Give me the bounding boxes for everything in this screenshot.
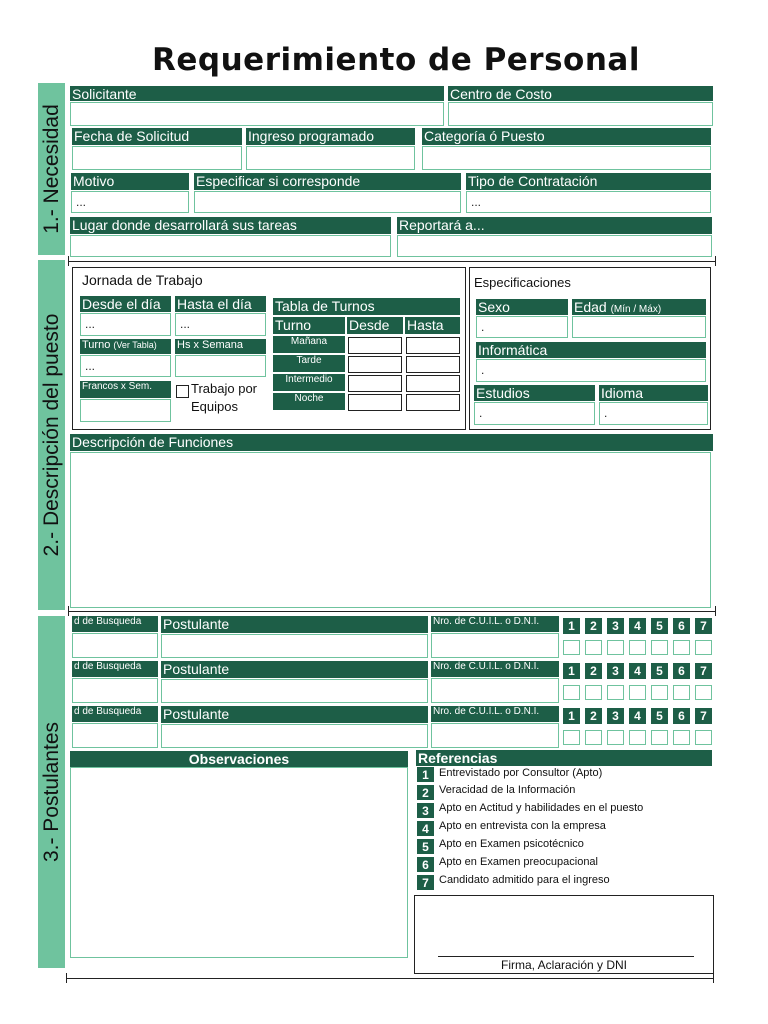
fecha-solicitud-header: Fecha de Solicitud [72, 128, 242, 145]
busqueda-field[interactable] [72, 678, 158, 703]
hs-semana-field[interactable] [175, 355, 266, 377]
funciones-header: Descripción de Funciones [70, 434, 713, 451]
edad-label: Edad [574, 299, 607, 315]
idioma-field[interactable]: . [599, 402, 708, 425]
turno-header [80, 339, 171, 354]
francos-header: Francos x Sem. [80, 381, 171, 398]
ref-number: 4 [629, 708, 646, 724]
especificar-field[interactable] [194, 191, 461, 213]
centro-costo-field[interactable] [448, 102, 713, 126]
motivo-header: Motivo [71, 173, 189, 190]
ref-checkbox[interactable] [563, 685, 580, 700]
ref-checkbox[interactable] [695, 685, 712, 700]
ref-checkbox[interactable] [607, 730, 624, 745]
ref-number: 6 [673, 708, 690, 724]
jornada-title: Jornada de Trabajo [82, 272, 203, 288]
informatica-field[interactable]: . [476, 359, 706, 382]
divider-tick [68, 606, 69, 616]
cuil-header: Nro. de C.U.I.L. o D.N.I. [431, 706, 559, 722]
ref-checkbox[interactable] [629, 730, 646, 745]
divider-tick [68, 256, 69, 266]
reference-item: Apto en Actitud y habilidades en el puesto [439, 802, 644, 814]
firma-line [438, 956, 694, 957]
divider-tick [715, 606, 716, 616]
ref-checkbox[interactable] [629, 640, 646, 655]
postulante-header: Postulante [161, 706, 428, 723]
turno-row-label: Mañana [273, 336, 345, 353]
francos-field[interactable] [80, 399, 171, 422]
lugar-field[interactable] [70, 235, 391, 257]
section-descripcion-label: 2.- Descripción del puesto [39, 313, 63, 557]
cuil-header: Nro. de C.U.I.L. o D.N.I. [431, 661, 559, 677]
reference-number: 6 [417, 857, 434, 872]
section-descripcion-tab [38, 260, 65, 610]
section-postulantes-label: 3.- Postulantes [39, 721, 63, 863]
cuil-field[interactable] [431, 723, 559, 748]
postulante-header: Postulante [161, 661, 428, 678]
reference-item: Entrevistado por Consultor (Apto) [439, 767, 603, 779]
solicitante-field[interactable] [70, 102, 444, 126]
divider-tick [66, 973, 67, 983]
estudios-field[interactable]: . [474, 402, 595, 425]
busqueda-field[interactable] [72, 723, 158, 748]
page-title: Requerimiento de Personal [152, 42, 640, 78]
tabla-turnos-header: Tabla de Turnos [273, 298, 460, 315]
tabla-col-turno: Turno [273, 317, 345, 334]
ref-number: 4 [629, 618, 646, 634]
reference-number: 3 [417, 803, 434, 818]
solicitante-header: Solicitante [70, 86, 444, 101]
postulante-field[interactable] [161, 724, 428, 748]
ref-checkbox[interactable] [673, 640, 690, 655]
ref-number: 2 [585, 663, 602, 679]
estudios-header: Estudios [474, 385, 595, 401]
ref-checkbox[interactable] [673, 730, 690, 745]
section-divider [66, 978, 714, 979]
motivo-field[interactable]: ... [71, 191, 189, 213]
turno-note: (Ver Tabla) [113, 340, 157, 350]
ref-number: 2 [585, 618, 602, 634]
busqueda-header: d de Busqueda [72, 616, 158, 632]
ref-checkbox[interactable] [563, 730, 580, 745]
hasta-dia-field[interactable]: ... [175, 313, 266, 336]
turno-row-label: Noche [273, 393, 345, 410]
busqueda-header: d de Busqueda [72, 661, 158, 677]
tabla-col-hasta: Hasta [405, 317, 460, 334]
ref-number: 1 [563, 663, 580, 679]
reference-number: 7 [417, 875, 434, 890]
turno-label: Turno [82, 339, 111, 351]
turno-hasta-cell[interactable] [406, 356, 460, 373]
edad-field[interactable] [572, 316, 706, 338]
fecha-solicitud-field[interactable] [72, 146, 242, 170]
hasta-dia-header: Hasta el día [175, 296, 266, 312]
ingreso-programado-header: Ingreso programado [246, 128, 415, 145]
observaciones-field[interactable] [70, 767, 408, 958]
section-divider [68, 261, 716, 262]
observaciones-header: Observaciones [70, 751, 408, 767]
categoria-puesto-header: Categoría ó Puesto [422, 128, 711, 145]
turno-hasta-cell[interactable] [406, 375, 460, 392]
lugar-header: Lugar donde desarrollará sus tareas [70, 217, 391, 234]
ref-number: 5 [651, 663, 668, 679]
postulante-header: Postulante [161, 616, 428, 633]
cuil-field[interactable] [431, 678, 559, 703]
turno-hasta-cell[interactable] [406, 337, 460, 354]
desde-dia-header: Desde el día [80, 296, 171, 312]
trabajo-equipos-checkbox[interactable] [176, 385, 189, 398]
ref-number: 6 [673, 618, 690, 634]
ref-checkbox[interactable] [607, 640, 624, 655]
turno-desde-cell[interactable] [348, 337, 402, 354]
trabajo-equipos-label-2: Equipos [191, 399, 238, 414]
ref-number: 3 [607, 708, 624, 724]
ref-number: 5 [651, 708, 668, 724]
reportara-header: Reportará a... [397, 217, 712, 234]
turno-field[interactable]: ... [80, 355, 171, 377]
reference-item: Apto en Examen preocupacional [439, 856, 598, 868]
reference-item: Apto en entrevista con la empresa [439, 820, 606, 832]
section-divider [68, 611, 716, 612]
sexo-header: Sexo [476, 299, 568, 315]
ref-number: 3 [607, 663, 624, 679]
firma-label: Firma, Aclaración y DNI [500, 958, 628, 972]
turno-hasta-cell[interactable] [406, 394, 460, 411]
divider-tick [715, 256, 716, 266]
edad-note: (Mín / Máx) [610, 304, 662, 315]
categoria-puesto-field[interactable] [422, 146, 711, 170]
ref-number: 6 [673, 663, 690, 679]
ref-checkbox[interactable] [563, 640, 580, 655]
ref-checkbox[interactable] [629, 685, 646, 700]
tipo-contratacion-field[interactable]: ... [466, 191, 711, 213]
tipo-contratacion-header: Tipo de Contratación [466, 173, 711, 190]
sexo-field[interactable]: . [476, 316, 568, 338]
ref-checkbox[interactable] [651, 730, 668, 745]
ref-checkbox[interactable] [651, 640, 668, 655]
section-postulantes-tab [38, 616, 65, 968]
ref-number: 1 [563, 708, 580, 724]
section-necesidad-label: 1.- Necesidad [39, 104, 63, 234]
reference-item: Veracidad de la Información [439, 784, 576, 796]
ref-number: 7 [695, 663, 712, 679]
ref-number: 5 [651, 618, 668, 634]
ref-checkbox[interactable] [651, 685, 668, 700]
cuil-field[interactable] [431, 633, 559, 658]
busqueda-header: d de Busqueda [72, 706, 158, 722]
reference-item: Apto en Examen psicotécnico [439, 838, 584, 850]
ref-number: 2 [585, 708, 602, 724]
ref-checkbox[interactable] [585, 640, 602, 655]
turno-desde-cell[interactable] [348, 394, 402, 411]
reference-number: 5 [417, 839, 434, 854]
reference-number: 4 [417, 821, 434, 836]
ref-checkbox[interactable] [695, 730, 712, 745]
ref-checkbox[interactable] [585, 730, 602, 745]
ref-number: 4 [629, 663, 646, 679]
informatica-header: Informática [476, 342, 706, 358]
turno-row-label: Tarde [273, 355, 345, 372]
ref-checkbox[interactable] [585, 685, 602, 700]
turno-row-label: Intermedio [273, 374, 345, 391]
postulante-field[interactable] [161, 634, 428, 658]
ref-checkbox[interactable] [607, 685, 624, 700]
ref-number: 7 [695, 708, 712, 724]
hs-semana-header: Hs x Semana [175, 339, 266, 354]
turno-desde-cell[interactable] [348, 356, 402, 373]
cuil-header: Nro. de C.U.I.L. o D.N.I. [431, 616, 559, 632]
busqueda-field[interactable] [72, 633, 158, 658]
especificaciones-title: Especificaciones [474, 275, 571, 290]
divider-tick [713, 973, 714, 983]
edad-header [572, 299, 706, 315]
reference-item: Candidato admitido para el ingreso [439, 874, 610, 886]
centro-costo-header: Centro de Costo [448, 86, 713, 101]
trabajo-equipos-label-1: Trabajo por [191, 381, 257, 396]
especificar-header: Especificar si corresponde [194, 173, 461, 190]
idioma-header: Idioma [599, 385, 708, 401]
referencias-header: Referencias [416, 750, 712, 766]
postulante-field[interactable] [161, 679, 428, 703]
desde-dia-field[interactable]: ... [80, 313, 171, 336]
ingreso-programado-field[interactable] [246, 146, 415, 170]
ref-checkbox[interactable] [695, 640, 712, 655]
reference-number: 1 [417, 767, 434, 782]
ref-number: 3 [607, 618, 624, 634]
ref-number: 1 [563, 618, 580, 634]
section-necesidad-tab [38, 83, 65, 255]
turno-desde-cell[interactable] [348, 375, 402, 392]
reference-number: 2 [417, 785, 434, 800]
tabla-col-desde: Desde [347, 317, 403, 334]
reportara-field[interactable] [397, 235, 712, 257]
funciones-field[interactable] [70, 452, 711, 608]
ref-number: 7 [695, 618, 712, 634]
ref-checkbox[interactable] [673, 685, 690, 700]
